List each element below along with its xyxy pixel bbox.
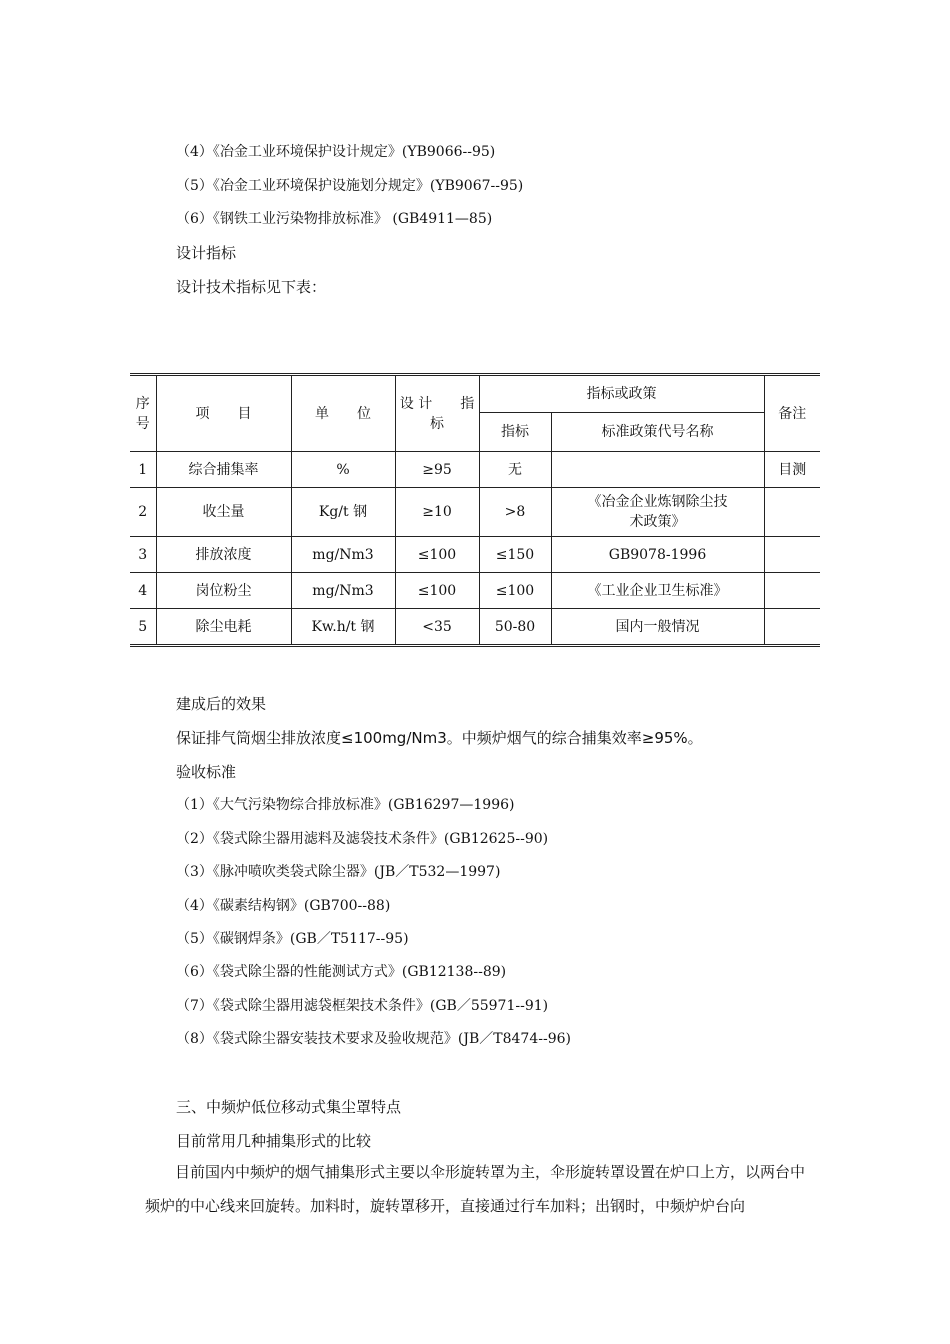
acceptance-item-8: （8）《袋式除尘器安装技术要求及验收规范》(JB／T8474--96) bbox=[176, 1031, 571, 1047]
acceptance-item-5: （5）《碳钢焊条》(GB／T5117--95) bbox=[176, 931, 409, 947]
cell-policy-name bbox=[551, 452, 764, 488]
cell-remark bbox=[764, 573, 820, 609]
header-unit: 单 位 bbox=[291, 375, 395, 452]
cell-unit: Kg/t 钢 bbox=[291, 488, 395, 537]
design-intro: 设计技术指标见下表： bbox=[176, 278, 327, 296]
table-row bbox=[130, 609, 820, 646]
acceptance-item-4: （4）《碳素结构钢》(GB700--88) bbox=[176, 898, 391, 914]
cell-policy-name: 《工业企业卫生标准》 bbox=[551, 573, 764, 609]
cell-policy-value: 无 bbox=[479, 452, 551, 488]
header-seq: 序号 bbox=[130, 375, 156, 452]
cell-unit: % bbox=[291, 452, 395, 488]
cell-seq: 1 bbox=[130, 452, 156, 488]
table-row bbox=[130, 488, 820, 537]
cell-seq: 2 bbox=[130, 488, 156, 537]
cell-policy-name: GB9078-1996 bbox=[551, 537, 764, 573]
standard-item-4: （4）《冶金工业环境保护设计规定》(YB9066--95) bbox=[176, 144, 496, 160]
table-row bbox=[130, 452, 820, 488]
cell-item: 收尘量 bbox=[156, 488, 291, 537]
cell-policy-value: ≤150 bbox=[479, 537, 551, 573]
standard-item-6: （6）《钢铁工业污染物排放标准》 (GB4911—85) bbox=[176, 211, 493, 227]
cell-unit: mg/Nm3 bbox=[291, 573, 395, 609]
design-heading: 设计指标 bbox=[176, 244, 237, 262]
header-design: 设 计 指标 bbox=[395, 375, 479, 452]
cell-design: ≥95 bbox=[395, 452, 479, 488]
cell-remark: 目测 bbox=[764, 452, 820, 488]
cell-design: ≤100 bbox=[395, 573, 479, 609]
cell-seq: 3 bbox=[130, 537, 156, 573]
acceptance-heading: 验收标准 bbox=[176, 763, 237, 781]
cell-policy-value: 50-80 bbox=[479, 609, 551, 646]
header-policy-name: 标准政策代号名称 bbox=[551, 413, 764, 452]
header-policy-group: 指标或政策 bbox=[479, 375, 764, 413]
cell-policy-value: >8 bbox=[479, 488, 551, 537]
cell-unit: mg/Nm3 bbox=[291, 537, 395, 573]
acceptance-item-3: （3）《脉冲喷吹类袋式除尘器》(JB／T532—1997) bbox=[176, 864, 501, 880]
cell-item: 排放浓度 bbox=[156, 537, 291, 573]
acceptance-item-7: （7）《袋式除尘器用滤袋框架技术条件》(GB／55971--91) bbox=[176, 998, 549, 1014]
cell-policy-name: 《冶金企业炼钢除尘技术政策》 bbox=[551, 488, 764, 537]
header-remark: 备注 bbox=[764, 375, 820, 452]
cell-design: <35 bbox=[395, 609, 479, 646]
effect-text: 保证排气筒烟尘排放浓度≤100mg/Nm3。中频炉烟气的综合捕集效率≥95%。 bbox=[176, 729, 703, 747]
acceptance-item-2: （2）《袋式除尘器用滤料及滤袋技术条件》(GB12625--90) bbox=[176, 831, 549, 847]
body-paragraph: 目前国内中频炉的烟气捕集形式主要以伞形旋转罩为主，伞形旋转罩设置在炉口上方，以两台中频炉的中心线来回旋转。加料时，旋转罩移开，直接通过行车加料；出钢时，中频炉炉台向 bbox=[145, 1163, 806, 1215]
cell-design: ≥10 bbox=[395, 488, 479, 537]
section-3-heading: 三、中频炉低位移动式集尘罩特点 bbox=[176, 1098, 402, 1116]
acceptance-item-1: （1）《大气污染物综合排放标准》(GB16297—1996) bbox=[176, 797, 515, 813]
standard-item-5: （5）《冶金工业环境保护设施划分规定》(YB9067--95) bbox=[176, 178, 524, 194]
cell-policy-value: ≤100 bbox=[479, 573, 551, 609]
cell-remark bbox=[764, 537, 820, 573]
table-row bbox=[130, 537, 820, 573]
cell-remark bbox=[764, 488, 820, 537]
cell-design: ≤100 bbox=[395, 537, 479, 573]
design-index-table bbox=[130, 373, 820, 647]
compare-heading: 目前常用几种捕集形式的比较 bbox=[176, 1132, 372, 1150]
cell-seq: 4 bbox=[130, 573, 156, 609]
cell-item: 除尘电耗 bbox=[156, 609, 291, 646]
table-row bbox=[130, 573, 820, 609]
cell-item: 岗位粉尘 bbox=[156, 573, 291, 609]
cell-item: 综合捕集率 bbox=[156, 452, 291, 488]
table-header-row bbox=[130, 375, 820, 413]
acceptance-item-6: （6）《袋式除尘器的性能测试方式》(GB12138--89) bbox=[176, 964, 507, 980]
header-item: 项 目 bbox=[156, 375, 291, 452]
cell-seq: 5 bbox=[130, 609, 156, 646]
header-policy-value: 指标 bbox=[479, 413, 551, 452]
cell-unit: Kw.h/t 钢 bbox=[291, 609, 395, 646]
effect-heading: 建成后的效果 bbox=[176, 695, 267, 713]
cell-remark bbox=[764, 609, 820, 646]
cell-policy-name: 国内一般情况 bbox=[551, 609, 764, 646]
